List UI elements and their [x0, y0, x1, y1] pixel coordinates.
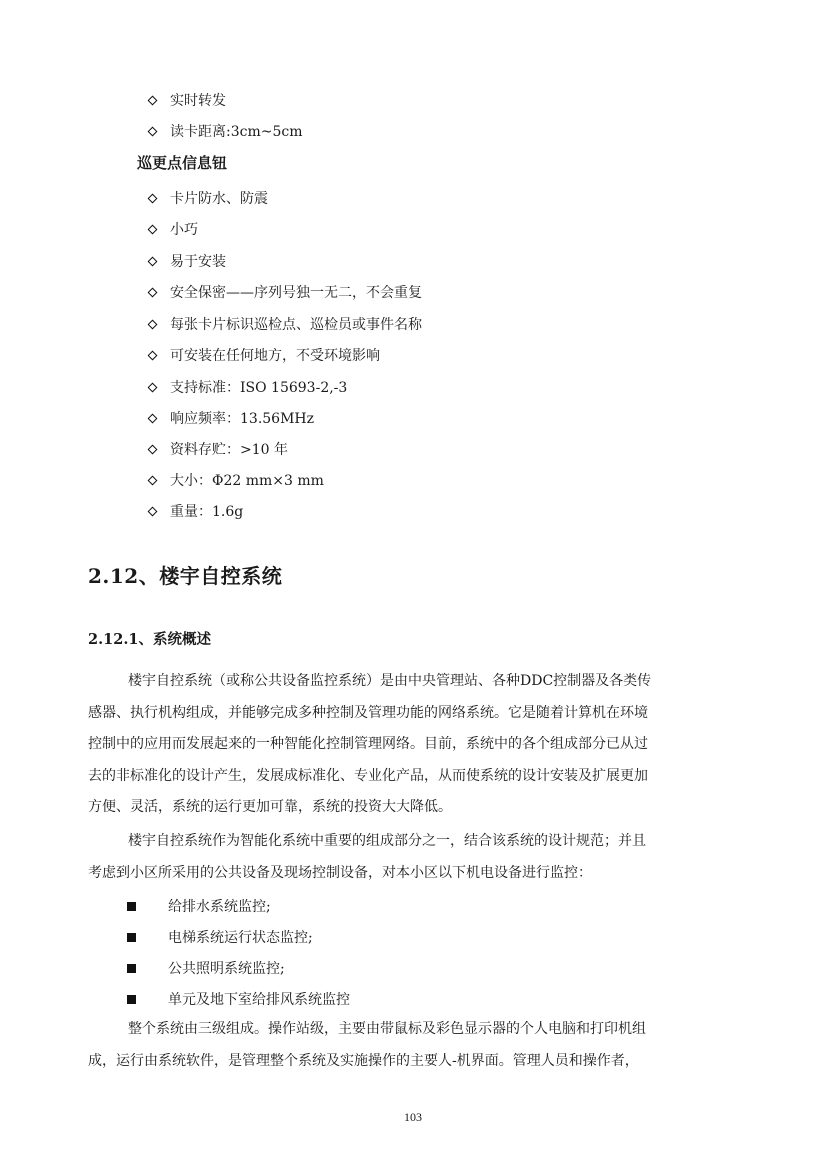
diamond-bullet-icon: [148, 319, 158, 329]
paragraph-line: 考虑到小区所采用的公共设备及现场控制设备，对本小区以下机电设备进行监控：: [88, 864, 592, 881]
bullet-text: 读卡距离:3cm~5cm: [170, 124, 303, 140]
square-bullet-icon: [127, 902, 136, 911]
subheading: 巡更点信息钮: [137, 154, 228, 172]
monitor-item: [127, 926, 313, 948]
diamond-bullet-icon: [148, 256, 158, 266]
monitor-item: [127, 895, 271, 917]
paragraph-line: 感器、执行机构组成，并能够完成多种控制及管理功能的网络系统。它是随着计算机在环境: [88, 704, 648, 721]
section-title: 2.12、楼宇自控系统: [88, 564, 283, 588]
square-bullet-icon: [127, 964, 136, 973]
paragraph-overview: [88, 666, 748, 824]
bullet-text: 资料存贮：>10 年: [170, 442, 288, 458]
monitor-item-text: 单元及地下室给排风系统监控: [168, 992, 350, 1008]
diamond-bullet-icon: [148, 382, 158, 392]
square-bullet-icon: [127, 995, 136, 1004]
monitor-item: [127, 988, 350, 1010]
monitor-item-text: 公共照明系统监控;: [168, 961, 285, 977]
bullet-text: 实时转发: [170, 93, 226, 109]
subsection-title: 2.12.1、系统概述: [88, 631, 211, 648]
bullet-item: [147, 187, 268, 209]
bullet-item: [147, 89, 226, 111]
diamond-bullet-icon: [148, 126, 158, 136]
bullet-item: [147, 313, 422, 335]
diamond-bullet-icon: [148, 224, 158, 234]
paragraph-line: 去的非标准化的设计产生，发展成标准化、专业化产品，从而使系统的设计安装及扩展更加: [88, 767, 648, 784]
paragraph-line: 成，运行由系统软件，是管理整个系统及实施操作的主要人-机界面。管理人员和操作者，: [88, 1052, 639, 1069]
monitor-item-text: 给排水系统监控;: [168, 899, 271, 915]
paragraph-line: 楼宇自控系统（或称公共设备监控系统）是由中央管理站、各种DDC控制器及各类传: [128, 673, 652, 689]
monitor-item-text: 电梯系统运行状态监控;: [168, 930, 313, 946]
bullet-text: 每张卡片标识巡检点、巡检员或事件名称: [170, 317, 422, 333]
page-number: 103: [404, 1110, 422, 1124]
bullet-item: [147, 500, 243, 522]
bullet-item: [147, 344, 380, 366]
bullet-text: 安全保密——序列号独一无二，不会重复: [170, 285, 422, 301]
bullet-text: 大小：Φ22 mm×3 mm: [170, 473, 324, 489]
bullet-text: 小巧: [170, 222, 198, 238]
diamond-bullet-icon: [148, 444, 158, 454]
diamond-bullet-icon: [148, 193, 158, 203]
bullet-item: [147, 281, 422, 303]
bullet-item: [147, 407, 314, 429]
bullet-text: 支持标准：ISO 15693-2,-3: [170, 380, 348, 396]
paragraph-scope: [88, 826, 748, 889]
bullet-text: 重量：1.6g: [170, 504, 244, 520]
diamond-bullet-icon: [148, 287, 158, 297]
bullet-item: [147, 120, 303, 142]
bullet-item: [147, 250, 226, 272]
bullet-text: 响应频率：13.56MHz: [170, 411, 314, 427]
diamond-bullet-icon: [148, 506, 158, 516]
paragraph-line: 整个系统由三级组成。操作站级，主要由带鼠标及彩色显示器的个人电脑和打印机组: [128, 1021, 646, 1037]
diamond-bullet-icon: [148, 350, 158, 360]
bullet-text: 可安装在任何地方，不受环境影响: [170, 348, 380, 364]
paragraph-architecture: [88, 1014, 748, 1077]
diamond-bullet-icon: [148, 413, 158, 423]
bullet-text: 卡片防水、防震: [170, 191, 268, 207]
diamond-bullet-icon: [148, 475, 158, 485]
bullet-item: [147, 376, 347, 398]
square-bullet-icon: [127, 933, 136, 942]
bullet-item: [147, 469, 324, 491]
bullet-item: [147, 438, 288, 460]
bullet-item: [147, 218, 198, 240]
bullet-text: 易于安装: [170, 254, 226, 270]
paragraph-line: 方便、灵活，系统的运行更加可靠，系统的投资大大降低。: [88, 799, 452, 815]
diamond-bullet-icon: [148, 95, 158, 105]
paragraph-line: 控制中的应用而发展起来的一种智能化控制管理网络。目前，系统中的各个组成部分已从过: [88, 736, 648, 752]
paragraph-line: 楼宇自控系统作为智能化系统中重要的组成部分之一，结合该系统的设计规范；并且: [128, 833, 646, 849]
monitor-item: [127, 957, 285, 979]
